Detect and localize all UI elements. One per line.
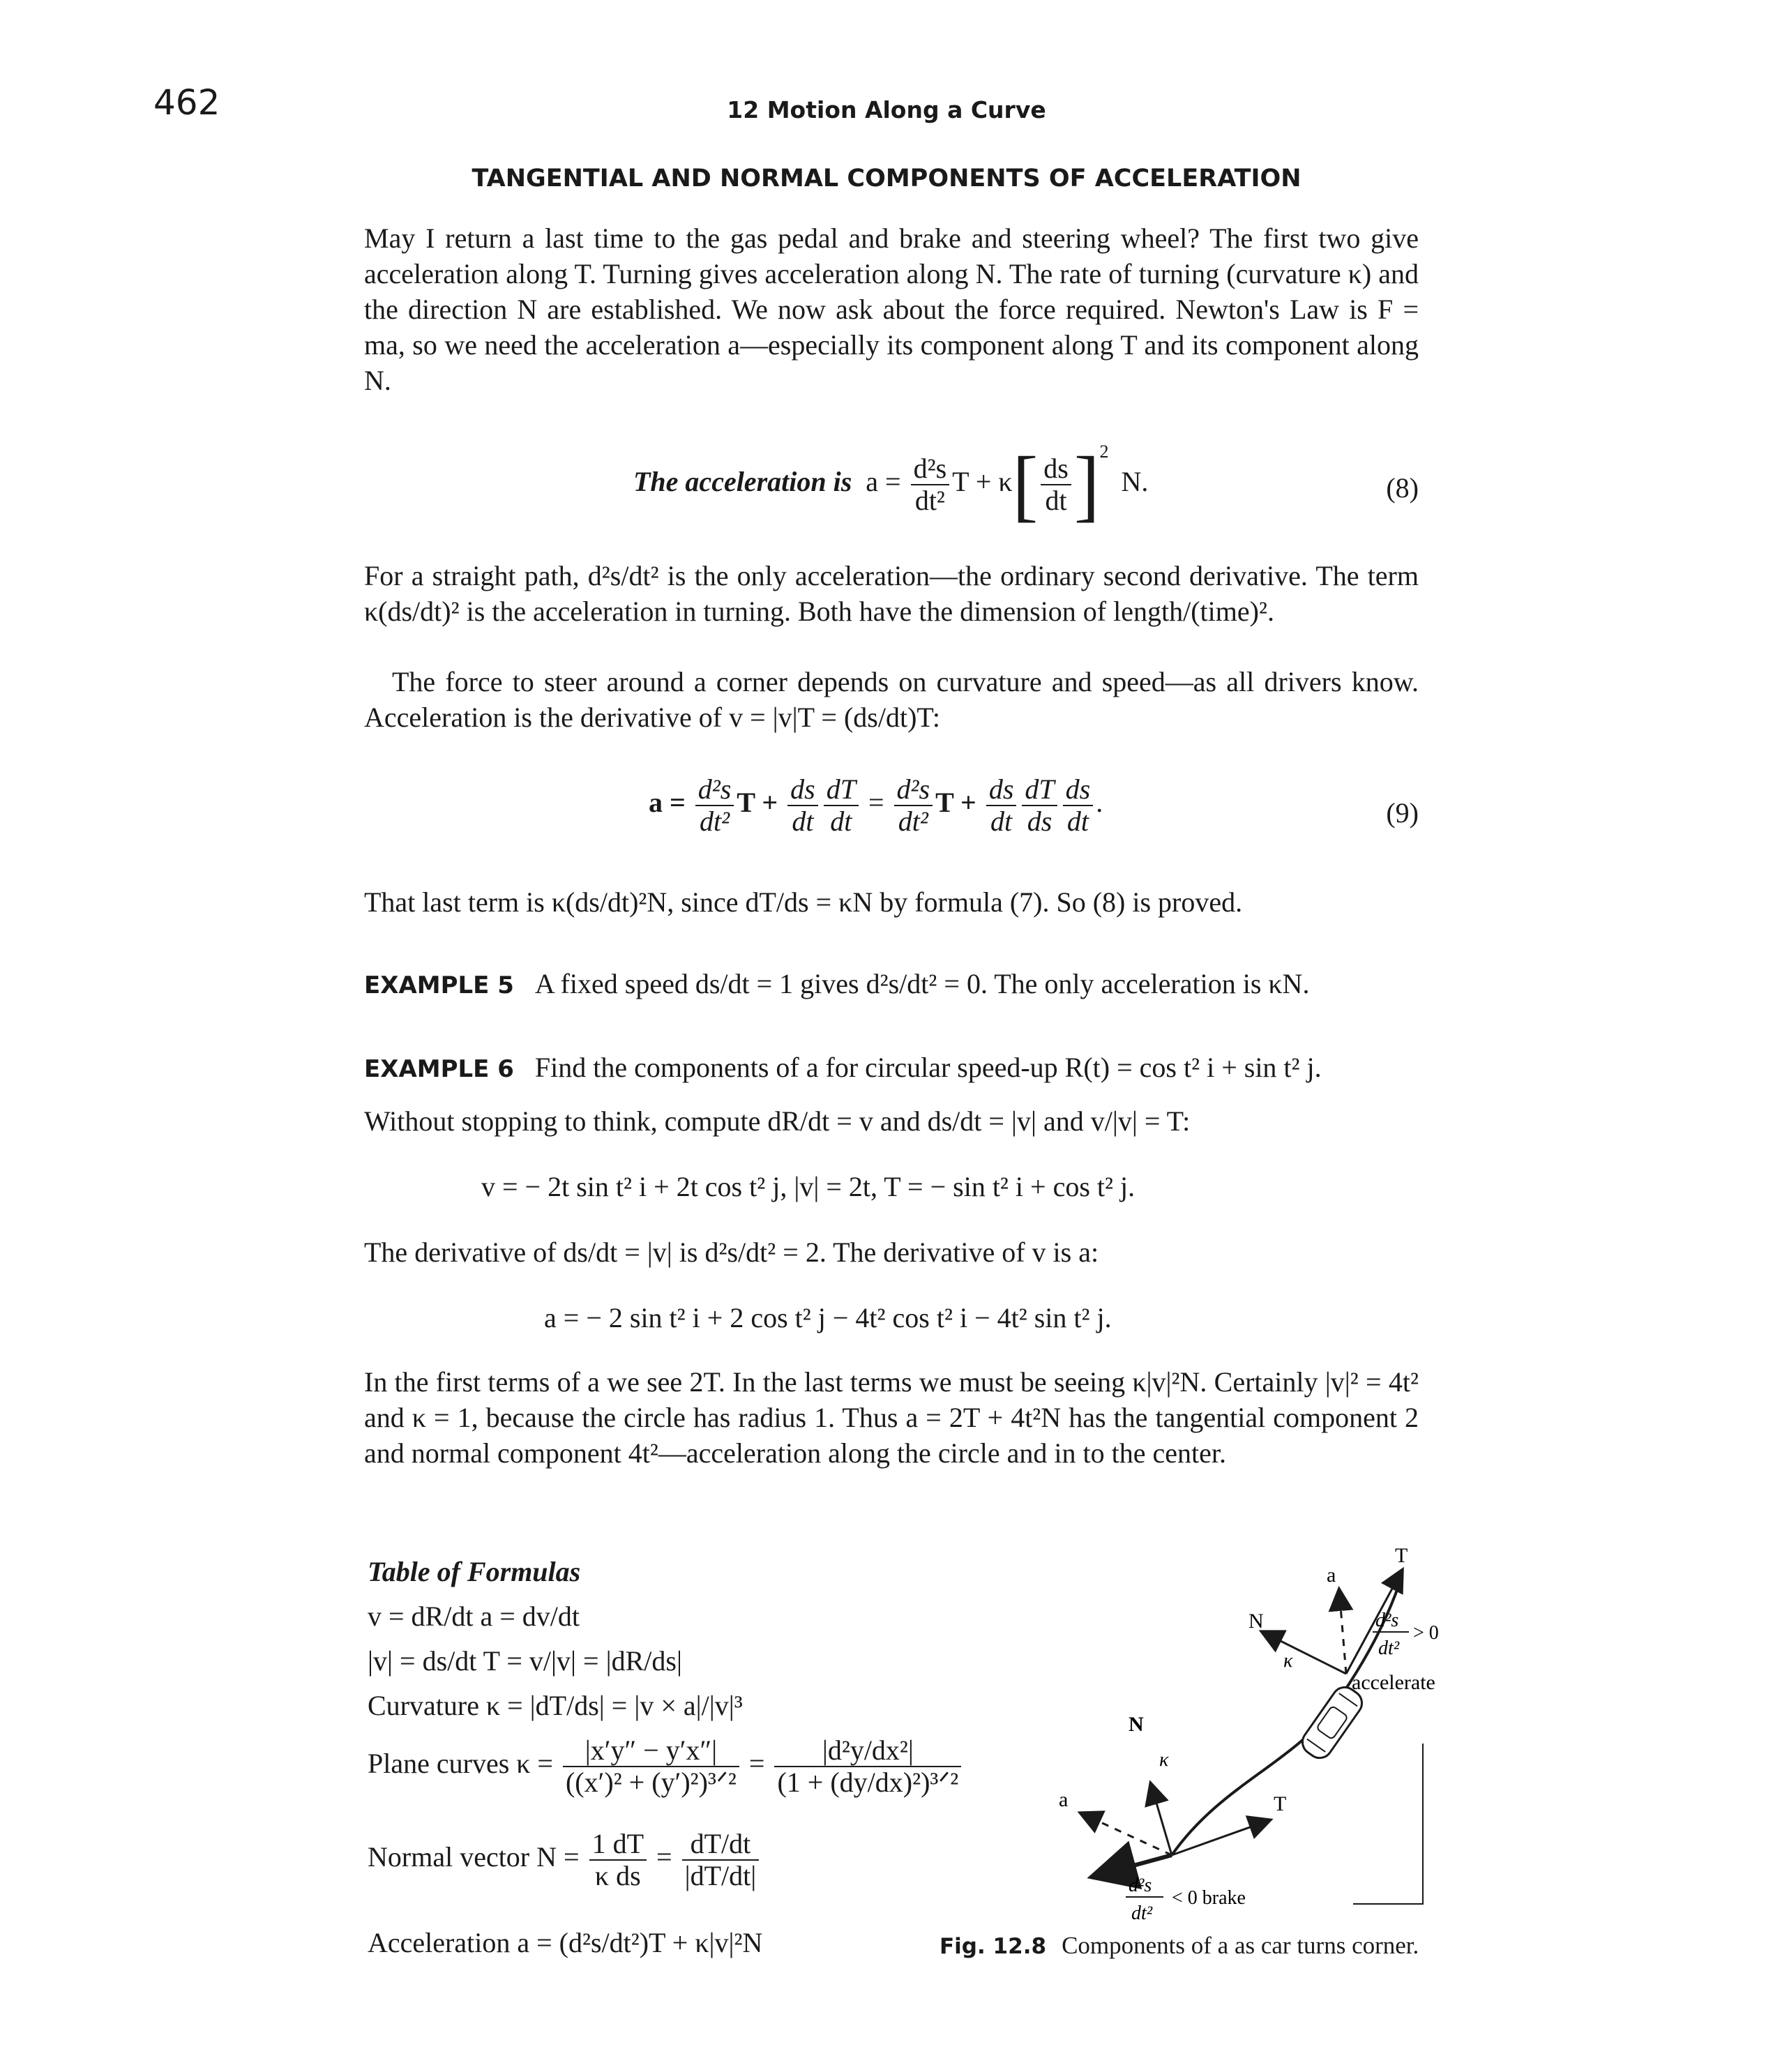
formula-row-3: Curvature κ = |dT/ds| = |v × a|/|v|³ <box>368 1690 743 1721</box>
car-icon <box>1297 1682 1366 1762</box>
equation-8-number: (8) <box>1386 472 1419 504</box>
formula-row-1: v = dR/dt a = dv/dt <box>368 1601 580 1632</box>
label-dt2-top: dt² <box>1378 1638 1400 1659</box>
table-of-formulas <box>368 1555 1037 1960</box>
equation-9-number: (9) <box>1386 797 1419 829</box>
formula-row-2: |v| = ds/dt T = v/|v| = |dR/ds| <box>368 1645 682 1677</box>
paragraph-last-term: That last term is κ(ds/dt)²N, since dT/ds = κN by formula (7). So (8) is proved. <box>364 886 1243 918</box>
formula-row-4: Plane curves κ = $\frac{|x'y'' - y'x''|}{\text{((x′)² + (y′)²)³ᐟ²}}$ = $\frac{\text{|d²y/dx²|}}{\text{(1 + (dy/dx)²)³ᐟ²}}$ <box>368 1735 964 1798</box>
label-accelerate: accelerate <box>1352 1671 1435 1694</box>
running-head: 12 Motion Along a Curve <box>727 96 1046 123</box>
equation-9: a = $\frac{\text{d²s}}{\text{dt²}}$ T + $\frac{ds}{dt}$ $\frac{dT}{dt}$ = $\frac{\text{d²s}}{\text{dt²}}$ T + $\frac{ds}{dt}$ $\frac{dT}{ds}$ $\frac{ds}{dt}$ . <box>649 773 1103 837</box>
bracket-line <box>1353 1744 1423 1904</box>
label-a-bottom: a <box>1059 1788 1069 1811</box>
N-vector-top <box>1262 1632 1346 1674</box>
paragraph-components: In the first terms of a we see 2T. In the last terms we must be seeing κ|v|²N. Certainly |v|² = 4t² and κ = 1, because the circle has radius 1. Thus a = 2T + 4t²N has the tangential component 2 and normal component 4t²—acceleration along the circle and in to the center. <box>364 1366 1419 1469</box>
eq8-power: 2 <box>1099 441 1109 462</box>
example-5-label: EXAMPLE 5 <box>364 971 514 999</box>
example-5-text: A fixed speed ds/dt = 1 gives d²s/dt² = 0. The only acceleration is κN. <box>534 968 1310 999</box>
paragraph-intro: May I return a last time to the gas pedal and brake and steering wheel? The first two give acceleration along T. Turning gives acceleration along N. The rate of turning (curvature κ) and the direction N are established. We now ask about the force required. Newton's Law is F = ma, so we need the acceleration a—especially its component along T and its component along N. <box>364 222 1419 396</box>
figure-caption-label: Fig. 12.8 <box>940 1934 1047 1959</box>
eq8-frac-ds: $\frac{ds}{dt}$ <box>1041 453 1071 516</box>
label-T-bottom: T <box>1274 1792 1287 1815</box>
label-d2s-bottom: d²s <box>1129 1875 1152 1896</box>
label-N-bottom: N <box>1129 1713 1144 1736</box>
eq8-frac-d2s: $\frac{\text{d²s}}{\text{dt²}}$ <box>911 453 950 516</box>
road-curve <box>1172 1576 1402 1855</box>
label-T-top: T <box>1395 1544 1408 1567</box>
label-dt2-bottom: dt² <box>1131 1903 1153 1924</box>
paragraph-compute: Without stopping to think, compute dR/dt = v and ds/dt = |v| and v/|v| = T: <box>364 1105 1191 1137</box>
example-6 <box>364 1050 1419 1087</box>
eq8-mid: T + κ <box>952 466 1013 498</box>
example-5 <box>364 966 1419 1004</box>
label-a-top: a <box>1327 1564 1336 1587</box>
label-kappa-bottom: κ <box>1159 1749 1169 1771</box>
label-lt0-brake: < 0 brake <box>1172 1887 1246 1909</box>
paragraph-straight-path: For a straight path, d²s/dt² is the only acceleration—the ordinary second derivative. The term κ(ds/dt)² is the acceleration in turning. Both have the dimension of length/(time)². <box>364 560 1419 627</box>
label-N-top: N <box>1248 1610 1264 1633</box>
equation-acceleration: a = − 2 sin t² i + 2 cos t² j − 4t² cos t² i − 4t² sin t² j. <box>544 1302 1112 1333</box>
label-gt0: > 0 <box>1413 1622 1439 1644</box>
example-6-label: EXAMPLE 6 <box>364 1055 514 1083</box>
N-vector-bottom <box>1151 1784 1172 1855</box>
equation-velocity: v = − 2t sin t² i + 2t cos t² j, |v| = 2t, T = − sin t² i + cos t² j. <box>481 1171 1136 1202</box>
page-number: 462 <box>153 82 220 123</box>
label-d2s-top: d²s <box>1375 1610 1399 1631</box>
section-title: TANGENTIAL AND NORMAL COMPONENTS OF ACCELERATION <box>471 165 1302 192</box>
example-6-text: Find the components of a for circular speed-up R(t) = cos t² i + sin t² j. <box>534 1052 1322 1083</box>
figure-caption <box>940 1932 1419 1960</box>
formulas-title: Table of Formulas <box>368 1556 581 1587</box>
figure-12-8 <box>1039 1534 1458 1925</box>
formula-row-6: Acceleration a = (d²s/dt²)T + κ|v|²N <box>368 1927 763 1958</box>
eq8-lhs: a = <box>866 466 901 498</box>
equation-8: The acceleration is a = $\frac{\text{d²s}}{\text{dt²}}$ T + κ[ $\frac{ds}{dt}$ ]$^2$ N. <box>633 439 1149 530</box>
paragraph-force: The force to steer around a corner depends on curvature and speed—as all drivers know. Acceleration is the derivative of v = |v|T = (ds/dt)T: <box>364 666 1419 733</box>
formula-row-5: Normal vector N = $\frac{1 dT}{\text{κ ds}}$ = $\frac{dT/dt}{|dT/dt|}$ <box>368 1829 762 1891</box>
figure-caption-text: Components of a as car turns corner. <box>1062 1932 1419 1959</box>
a-vector-bottom <box>1081 1813 1172 1855</box>
eq8-end: N. <box>1121 466 1149 498</box>
label-kappa-top: κ <box>1283 1650 1293 1672</box>
paragraph-derivative: The derivative of ds/dt = |v| is d²s/dt² = 2. The derivative of v is a: <box>364 1237 1099 1268</box>
a-vector-top <box>1339 1590 1346 1674</box>
brake-vector <box>1095 1855 1172 1876</box>
eq8-label: The acceleration is <box>633 466 852 498</box>
